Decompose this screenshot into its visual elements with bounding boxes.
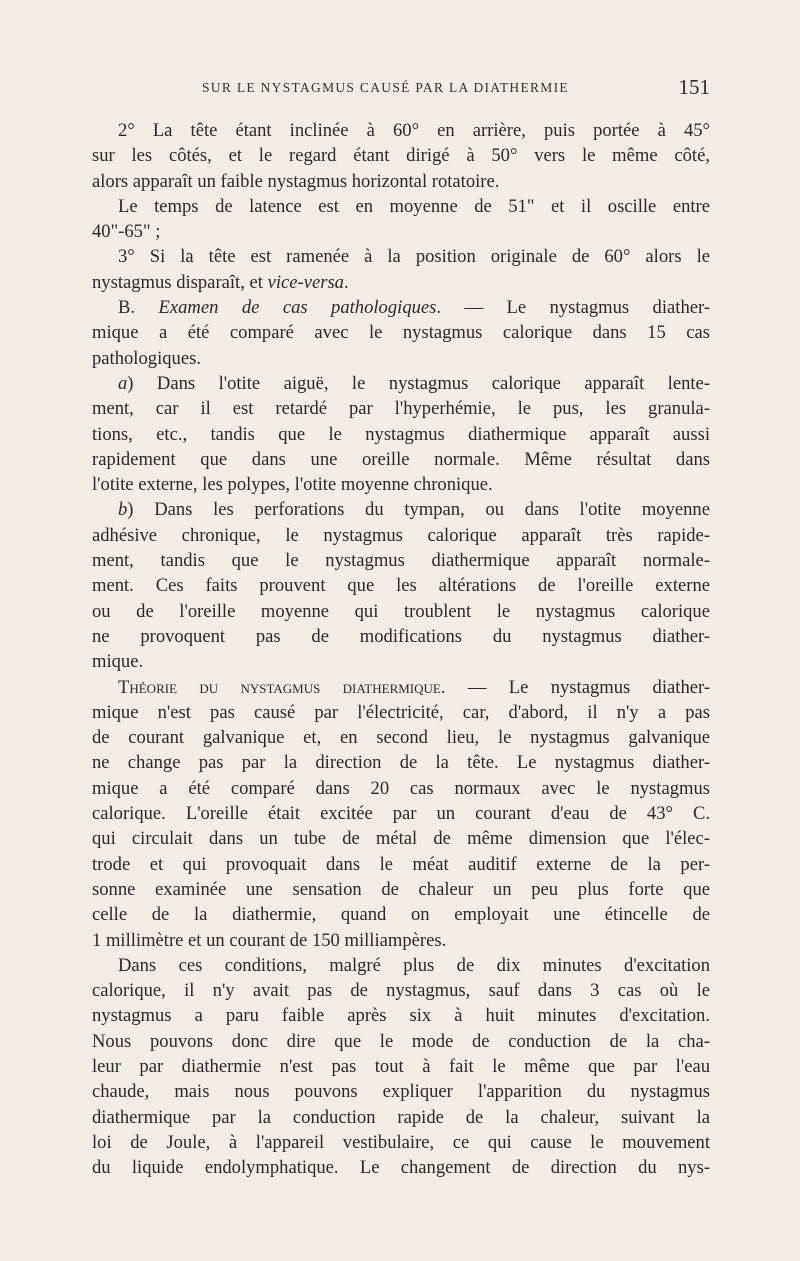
text-line: 2° La tête étant inclinée à 60° en arrière, puis portée à 45° xyxy=(118,120,710,141)
text-line: alors apparaît un faible nystagmus horizontal rotatoire. xyxy=(92,170,500,192)
text-line: mique a été comparé avec le nystagmus calorique dans 15 cas xyxy=(92,322,710,344)
text-line: 1 millimètre et un courant de 150 milliampères. xyxy=(92,929,447,951)
page-header xyxy=(92,75,714,102)
text-line: ment, car il est retardé par l'hyperhémie, le pus, les granula- xyxy=(92,398,710,420)
text-line: 3° Si la tête est ramenée à la position originale de 60° alors le xyxy=(118,246,710,268)
text-line: celle de la diathermie, quand on employait une étincelle de xyxy=(92,904,710,926)
text-line: Nous pouvons donc dire que le mode de conduction de la cha- xyxy=(92,1030,710,1052)
text-line: mique. xyxy=(92,651,144,673)
text-line: nystagmus a paru faible après six à huit minutes d'excitation. xyxy=(92,1005,710,1027)
text-line: rapidement que dans une oreille normale. Même résultat dans xyxy=(92,448,710,470)
text-line: ne change pas par la direction de la tête. Le nystagmus diather- xyxy=(92,752,710,774)
text-segment: . — Le nystagmus diather- xyxy=(440,676,711,698)
text-line: Le temps de latence est en moyenne de 51" et il oscille entre xyxy=(118,195,710,217)
text-line xyxy=(92,675,710,700)
text-segment: ) Dans l'otite aiguë, le nystagmus calorique apparaît lente- xyxy=(127,372,710,394)
text-line xyxy=(92,371,710,396)
running-title: SUR LE NYSTAGMUS CAUSÉ PAR LA DIATHERMIE xyxy=(202,80,569,95)
text-line xyxy=(92,497,710,522)
text-segment: Examen de cas pathologiques xyxy=(158,297,437,319)
text-line: diathermique par la conduction rapide de la chaleur, suivant la xyxy=(92,1106,710,1128)
text-line: sur les côtés, et le regard étant dirigé à 50° vers le même côté, xyxy=(92,145,710,167)
text-line: sonne examinée une sensation de chaleur un peu plus forte que xyxy=(92,878,710,900)
text-line: adhésive chronique, le nystagmus calorique apparaît très rapide- xyxy=(92,524,710,546)
body-text xyxy=(92,118,710,1180)
text-segment: b xyxy=(118,499,128,521)
text-segment: . xyxy=(343,271,349,293)
text-line: chaude, mais nous pouvons expliquer l'apparition du nystagmus xyxy=(92,1081,710,1103)
text-line: du liquide endolymphatique. Le changement de direction du nys- xyxy=(92,1157,710,1179)
text-line: Dans ces conditions, malgré plus de dix minutes d'excitation xyxy=(118,954,710,976)
text-line: ment, tandis que le nystagmus diathermique apparaît normale- xyxy=(92,550,710,572)
text-line: tions, etc., tandis que le nystagmus diathermique apparaît aussi xyxy=(92,423,710,445)
text-segment: a xyxy=(118,372,128,394)
text-line: mique a été comparé dans 20 cas normaux avec le nystagmus xyxy=(92,777,710,799)
text-line: 40"-65" ; xyxy=(92,221,161,243)
text-line: trode et qui provoquait dans le méat auditif externe de la per- xyxy=(92,853,710,875)
text-line: ou de l'oreille moyenne qui troublent le nystagmus calorique xyxy=(92,600,710,622)
text-segment: . — Le nystagmus diather- xyxy=(436,297,711,319)
text-line: pathologiques. xyxy=(92,347,201,369)
text-segment: Théorie du nystagmus diathermique xyxy=(118,676,441,698)
text-line xyxy=(92,270,710,295)
text-segment: ) Dans les perforations du tympan, ou dans l'otite moyenne xyxy=(127,499,710,521)
text-line xyxy=(92,295,710,320)
text-line: leur par diathermie n'est pas tout à fait le même que par l'eau xyxy=(92,1055,710,1077)
text-line: calorique, il n'y avait pas de nystagmus, sauf dans 3 cas où le xyxy=(92,980,710,1002)
text-line: calorique. L'oreille était excitée par un courant d'eau de 43° C. xyxy=(92,803,710,825)
text-segment: nystagmus disparaît, et xyxy=(92,271,268,293)
text-line: de courant galvanique et, en second lieu, le nystagmus galvanique xyxy=(92,727,710,749)
page-number: 151 xyxy=(678,75,710,99)
text-line: loi de Joule, à l'appareil vestibulaire, ce qui cause le mouvement xyxy=(92,1131,710,1153)
text-line: ne provoquent pas de modifications du nystagmus diather- xyxy=(92,625,710,647)
text-segment: vice-versa xyxy=(267,271,344,293)
text-line: ment. Ces faits prouvent que les altérations de l'oreille externe xyxy=(92,575,710,597)
text-line: mique n'est pas causé par l'électricité, car, d'abord, il n'y a pas xyxy=(92,701,710,723)
text-segment: B. xyxy=(118,297,159,319)
text-line: l'otite externe, les polypes, l'otite moyenne chronique. xyxy=(92,474,493,496)
text-line: qui circulait dans un tube de métal de même dimension que l'élec- xyxy=(92,828,710,850)
